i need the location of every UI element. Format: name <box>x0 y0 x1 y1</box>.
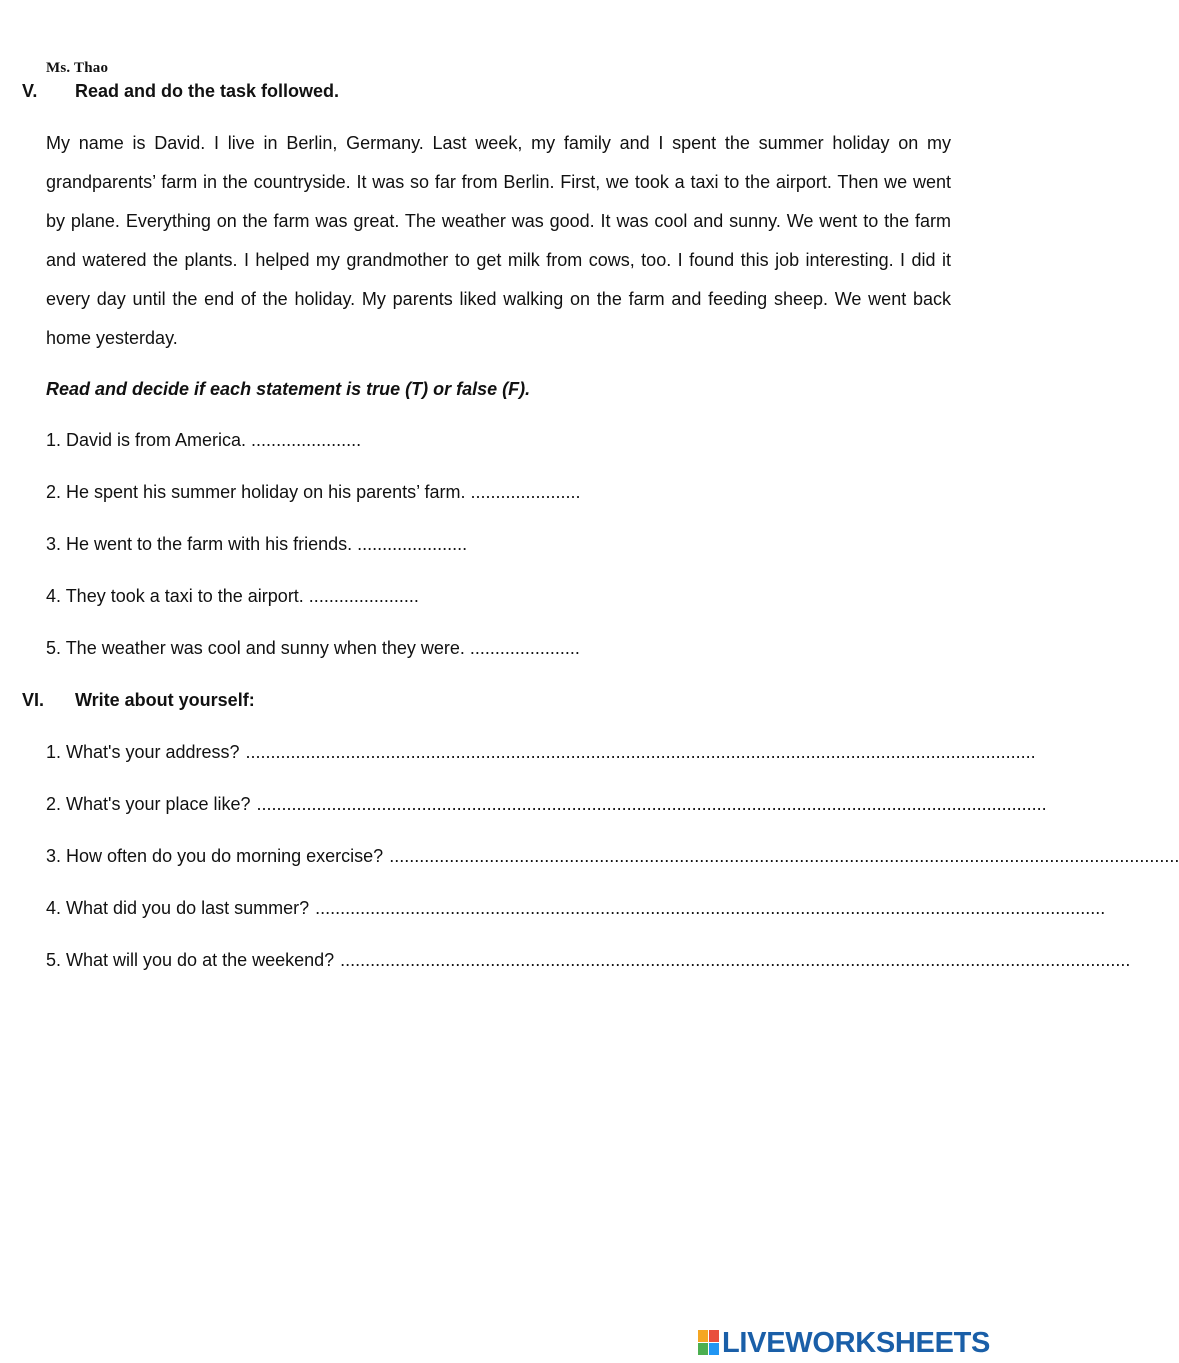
statement-3: 3. He went to the farm with his friends. ...................... <box>46 534 468 554</box>
question-4-text: 4. What did you do last summer? <box>46 898 310 918</box>
section-6-heading <box>22 690 622 714</box>
question-3-text: 3. How often do you do morning exercise? <box>46 846 384 866</box>
statement-2: 2. He spent his summer holiday on his parents’ farm. ...................... <box>46 482 581 502</box>
statement-1: 1. David is from America. ...................... <box>46 430 362 450</box>
section-5-title: Read and do the task followed. <box>75 81 340 101</box>
true-false-instruction: Read and decide if each statement is true (T) or false (F). <box>46 379 531 399</box>
question-5-text: 5. What will you do at the weekend? <box>46 950 335 970</box>
question-3 <box>46 846 1179 867</box>
question-2 <box>46 794 1047 815</box>
answer-line-3[interactable]: .............................................................................................................................................................. <box>389 846 1179 866</box>
question-5 <box>46 950 1131 971</box>
teacher-name: Ms. Thao <box>46 60 109 76</box>
liveworksheets-logo-icon <box>698 1330 720 1356</box>
question-1 <box>46 742 1036 763</box>
liveworksheets-logo[interactable] <box>698 1328 990 1358</box>
statement-4: 4. They took a taxi to the airport. ...................... <box>46 586 419 606</box>
question-2-text: 2. What's your place like? <box>46 794 251 814</box>
section-6-number: VI. <box>22 690 45 710</box>
question-4 <box>46 898 1106 919</box>
liveworksheets-logo-text: LIVEWORKSHEETS <box>722 1326 991 1359</box>
reading-passage: My name is David. I live in Berlin, Germany. Last week, my family and I spent the summer holiday on my grandparents’ farm in the countryside. It was so far from Berlin. First, we took a taxi to the airport. Then we went by plane. Everything on the farm was great. The weather was good. It was cool and sunny. We went to the farm and watered the plants. I helped my grandmother to get milk from cows, too. I found this job interesting. I did it every day until the end of the holiday. My parents liked walking on the farm and feeding sheep. We went back home yesterday. <box>46 133 951 348</box>
section-6-title: Write about yourself: <box>75 690 255 710</box>
section-5-heading <box>22 81 622 105</box>
answer-line-4[interactable]: .............................................................................................................................................................. <box>315 898 1106 918</box>
answer-line-2[interactable]: .............................................................................................................................................................. <box>256 794 1047 814</box>
statement-5: 5. The weather was cool and sunny when they were. ...................... <box>46 638 580 658</box>
answer-line-1[interactable]: .............................................................................................................................................................. <box>245 742 1036 762</box>
question-1-text: 1. What's your address? <box>46 742 240 762</box>
answer-line-5[interactable]: .............................................................................................................................................................. <box>340 950 1131 970</box>
section-5-number: V. <box>22 81 38 101</box>
